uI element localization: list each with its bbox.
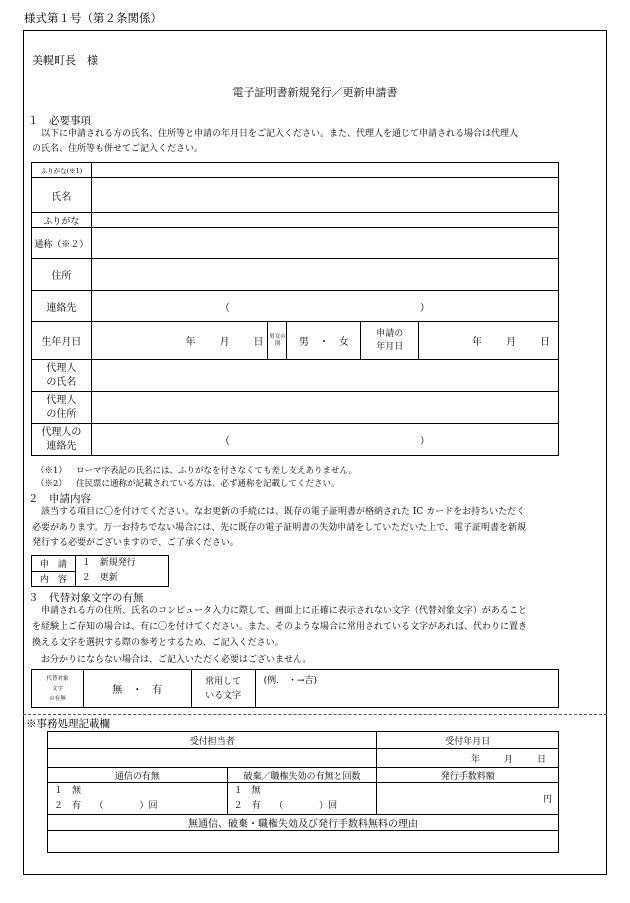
common-char-label	[191, 670, 255, 708]
reason-field[interactable]	[48, 831, 559, 853]
dob-day: 日	[253, 337, 264, 348]
receipt-date-field[interactable]	[377, 749, 559, 768]
office-heading: ※事務処理記載欄	[26, 718, 110, 730]
receipt-month: 月	[503, 754, 513, 765]
agent-contact-label	[32, 424, 92, 456]
section2-text2: 必要があります。万一お持ちでない場合には、先に既存の電子証明書の失効申請をしていただいた上で、電子証明書を新規	[32, 523, 527, 533]
revoke-yes[interactable]: ２ 有 （ ）回	[233, 800, 338, 811]
section1-heading: １ 必要事項	[28, 115, 91, 127]
application-type-table	[31, 555, 169, 587]
contact-paren-close: ）	[419, 302, 430, 314]
section3-text3: 換える文字を選択する際の参考とするため、ご記入ください。	[32, 638, 284, 648]
office-table	[47, 731, 559, 853]
substitute-value[interactable]: 無 ・ 有	[83, 670, 191, 708]
reason-label: 無通信、破棄・職権失効及び発行手数料無料の理由	[48, 815, 559, 831]
contact-field[interactable]	[91, 291, 558, 322]
dob-label: 生年月日	[32, 322, 92, 360]
section1-text2: の氏名、住所等も併せてご記入ください。	[32, 144, 204, 154]
substitute-label-line2: 文字	[51, 685, 63, 692]
receiver-label: 受付担当者	[48, 732, 377, 749]
section3-text2: を経験上ご存知の場合は、有に〇を付けてください。また、そのような場合に常用されている文字があれば、代わりに置き	[32, 622, 528, 632]
common-char-field[interactable]	[255, 670, 558, 708]
dob-field[interactable]	[91, 322, 268, 360]
contact-label: 連絡先	[32, 291, 92, 322]
agent-contact-paren-close: ）	[419, 436, 430, 447]
agent-name-line1: 代理人	[46, 362, 77, 374]
common-char-example: (例. ・→吉)	[263, 676, 318, 686]
note1: ローマ字表記の氏名には、ふりがなを付さなくても差し支えありません。	[76, 466, 358, 476]
furigana2-label: ふりがな	[32, 213, 92, 228]
form-number-label: 様式第１号（第２条関係）	[24, 11, 162, 25]
option-renew[interactable]: ２ 更新	[81, 573, 118, 583]
apply-year: 年	[472, 337, 482, 348]
app-type-label2: 内 容	[32, 571, 76, 587]
comm-none[interactable]: １ 無	[54, 785, 82, 796]
sex-label: 男女の別	[268, 322, 287, 360]
alias-label: 通称（※２）	[32, 228, 92, 259]
address-label: 住所	[32, 259, 92, 291]
fee-label: 発行手数料額	[377, 768, 559, 783]
alias-field[interactable]	[91, 228, 558, 259]
agent-address-line2: の住所	[46, 408, 77, 420]
agent-contact-paren-open: （	[219, 436, 230, 447]
note2-mark: （※2）	[36, 479, 67, 489]
contact-paren-open: （	[219, 302, 230, 314]
note2: 住民票に通称が記載されている方は、必ず通称を記載してください。	[76, 479, 340, 489]
app-type-label1: 申 請	[32, 556, 76, 572]
receipt-year: 年	[470, 754, 480, 765]
receipt-date-label: 受付年月日	[377, 732, 559, 749]
agent-name-label	[32, 360, 92, 392]
revoke-field	[227, 783, 377, 815]
receipt-day: 日	[536, 754, 546, 765]
fee-field[interactable]	[377, 783, 559, 815]
name-field[interactable]	[91, 178, 558, 213]
addressee: 美幌町長 様	[32, 54, 98, 67]
apply-date-label	[361, 322, 419, 360]
section3-heading: ３ 代替対象文字の有無	[28, 592, 144, 604]
section2-heading: ２ 申請内容	[28, 493, 91, 505]
substitute-label	[32, 670, 84, 708]
apply-date-field[interactable]	[419, 322, 559, 360]
revoke-label: 破棄／職権失効の有無と回数	[227, 768, 377, 783]
comm-field	[48, 783, 228, 815]
section3-text1: 申請される方の住所、氏名のコンピュータ入力に際して、画面上に正確に表示されない文字（代替対象文字）があること	[32, 606, 527, 616]
furigana-field[interactable]	[91, 163, 558, 178]
receiver-field[interactable]	[48, 749, 377, 768]
comm-yes[interactable]: ２ 有 （ ）回	[54, 800, 158, 811]
substitute-label-line1: 代替対象	[46, 675, 69, 682]
apply-date-label-line2: 年月日	[376, 341, 404, 352]
agent-contact-line2: 連絡先	[46, 440, 77, 452]
substitute-label-line3: の有無	[49, 695, 66, 702]
agent-name-line2: の氏名	[46, 376, 77, 388]
personal-info-table	[31, 162, 559, 456]
address-field[interactable]	[91, 259, 558, 291]
comm-label: 通信の有無	[48, 768, 228, 783]
dob-month: 月	[219, 337, 230, 348]
section1-text1: 以下に申請される方の氏名、住所等と申請の年月日をご記入ください。また、代理人を通じて申請される場合は代理人	[32, 129, 519, 139]
common-char-line1: 常用して	[205, 676, 242, 687]
agent-address-field[interactable]	[91, 392, 558, 424]
revoke-none[interactable]: １ 無	[233, 785, 261, 796]
option-new[interactable]: １ 新規発行	[81, 558, 136, 568]
section2-text3: 発行する必要がございますので、ご了承ください。	[32, 538, 239, 548]
agent-address-label	[32, 392, 92, 424]
apply-day: 日	[540, 337, 550, 348]
apply-month: 月	[506, 337, 516, 348]
agent-address-line1: 代理人	[46, 394, 77, 406]
note1-mark: （※1）	[36, 466, 67, 476]
furigana-label: ふりがな(※1)	[32, 163, 92, 178]
section3-text4: お分かりにならない場合は、ご記入いただく必要はございません。	[32, 655, 312, 665]
agent-name-field[interactable]	[91, 360, 558, 392]
substitute-char-table	[31, 669, 559, 708]
apply-date-label-line1: 申請の	[376, 328, 404, 339]
common-char-line2: いる文字	[205, 690, 242, 701]
furigana2-field[interactable]	[91, 213, 558, 228]
section2-text1: 該当する項目に〇を付けてください。なお更新の手続には、既存の電子証明書が格納された IC カードをお持ちいただく	[32, 507, 526, 517]
form-title: 電子証明書新規発行／更新申請書	[232, 86, 398, 99]
dob-year: 年	[185, 337, 196, 348]
fee-yen: 円	[542, 795, 552, 805]
agent-contact-field[interactable]	[91, 424, 558, 456]
name-label: 氏名	[32, 178, 92, 213]
agent-contact-line1: 代理人の	[41, 426, 82, 438]
app-type-options	[75, 556, 168, 587]
office-divider	[23, 714, 607, 715]
sex-value[interactable]: 男 ・ 女	[287, 322, 361, 360]
